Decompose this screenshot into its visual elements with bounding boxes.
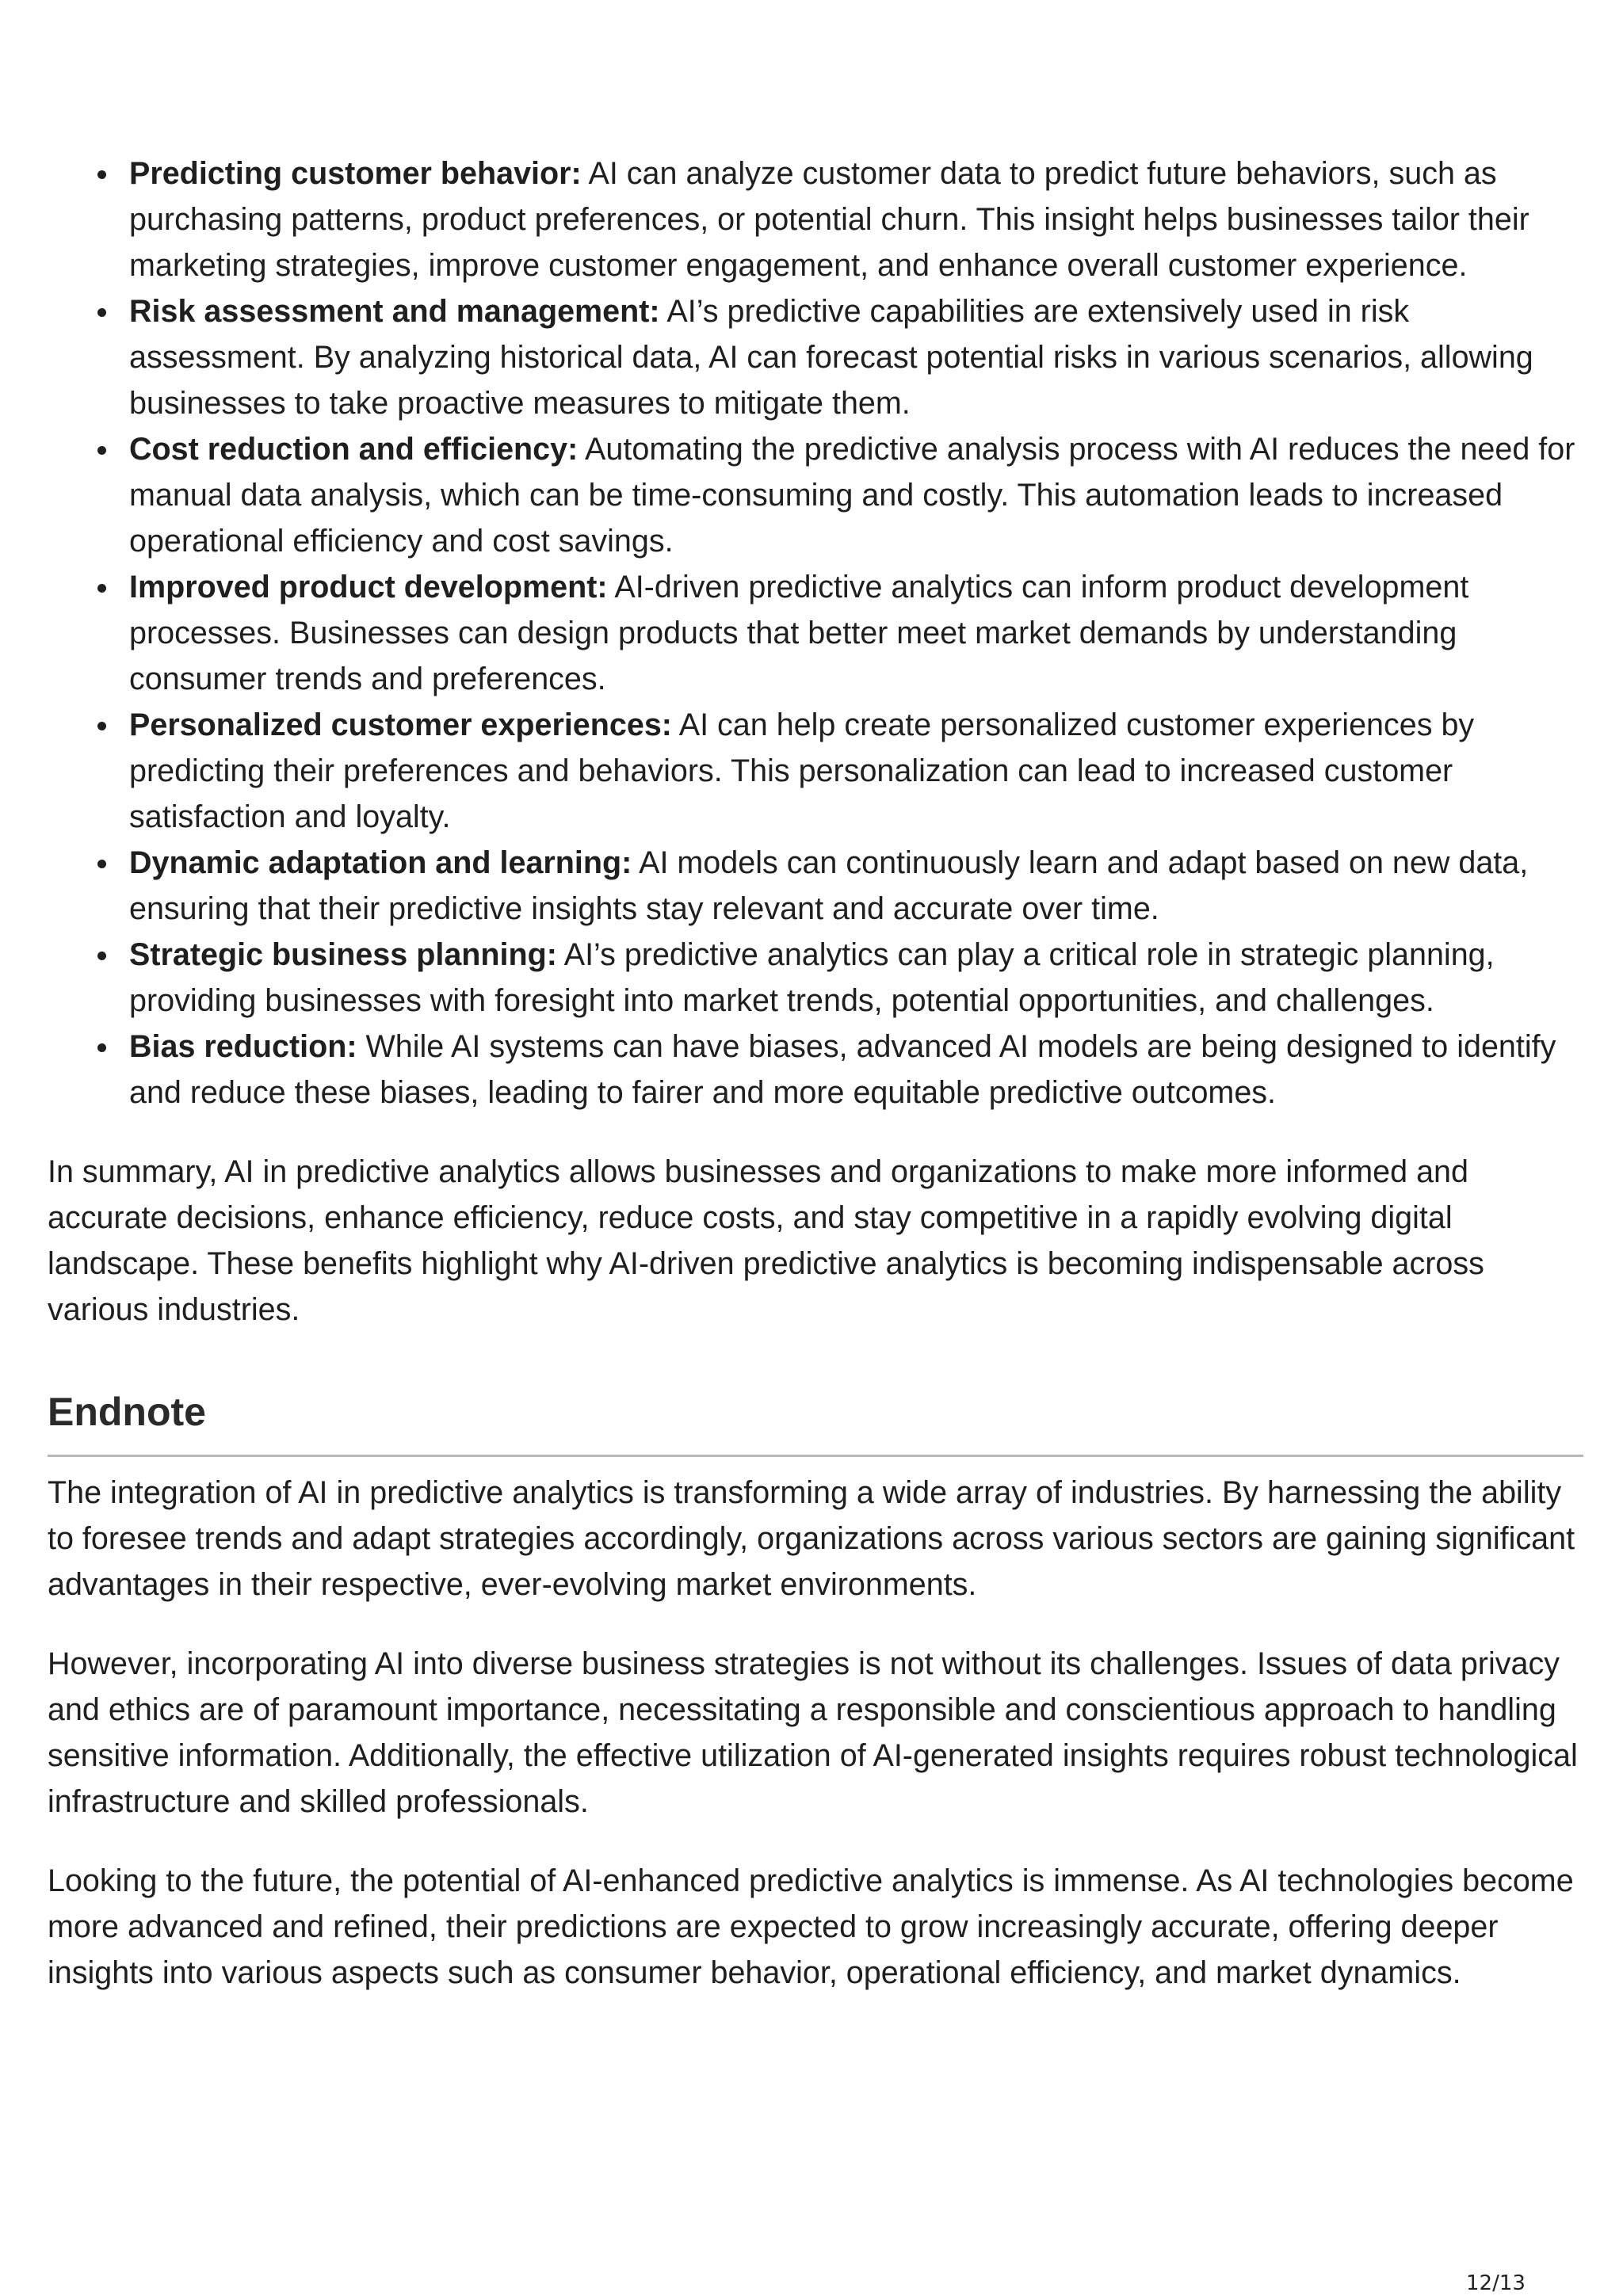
list-item-title: Predicting customer behavior: [129, 156, 582, 191]
list-item [129, 564, 1585, 702]
list-item-title: Personalized customer experiences: [129, 707, 672, 742]
list-item-text: AI models can continuously learn and adapt based on new data, ensuring that their predictive insights stay relevant and accurate over time. [129, 845, 1529, 926]
endnote-paragraph: Looking to the future, the potential of AI-enhanced predictive analytics is immense. As AI technologies become more advanced and refined, their predictions are expected to grow increasingly accurate, offering deeper insights into various aspects such as consumer behavior, operational efficiency, and market dynamics. [48, 1863, 1574, 1990]
benefits-list [48, 151, 1585, 1116]
heading-divider [48, 1455, 1583, 1457]
list-item-text: Automating the predictive analysis process with AI reduces the need for manual data analysis, which can be time-consuming and costly. This automation leads to increased operational efficiency and cost savings. [129, 432, 1575, 559]
list-item-text: AI can analyze customer data to predict future behaviors, such as purchasing patterns, product preferences, or potential churn. This insight helps businesses tailor their marketing strategies, improve customer engagement, and enhance overall customer experience. [129, 156, 1529, 283]
list-item [129, 288, 1585, 426]
endnote-paragraph: However, incorporating AI into diverse business strategies is not without its challenges. Issues of data privacy and ethics are of paramount importance, necessitating a responsible and conscientious approach to handling sensitive information. Additionally, the effective utilization of AI-generated insights requires robust technological infrastructure and skilled professionals. [48, 1646, 1578, 1819]
list-item-title: Dynamic adaptation and learning: [129, 845, 632, 880]
summary-paragraph: In summary, AI in predictive analytics allows businesses and organizations to make more informed and accurate decisions, enhance efficiency, reduce costs, and stay competitive in a rapidly evolving digital landscape. These benefits highlight why AI-driven predictive analytics is becoming indispensable across various industries. [48, 1154, 1484, 1327]
list-item [129, 1024, 1585, 1116]
list-item-title: Improved product development: [129, 570, 608, 605]
list-item [129, 426, 1585, 564]
list-item-title: Cost reduction and efficiency: [129, 432, 579, 467]
list-item [129, 702, 1585, 840]
list-item-title: Bias reduction: [129, 1029, 357, 1064]
list-item-text: While AI systems can have biases, advanced AI models are being designed to identify and reduce these biases, leading to fairer and more equitable predictive outcomes. [129, 1029, 1556, 1110]
document-page [48, 151, 1585, 1996]
list-item-text: AI’s predictive analytics can play a critical role in strategic planning, providing businesses with foresight into market trends, potential opportunities, and challenges. [129, 937, 1495, 1018]
endnote-heading: Endnote [48, 1390, 206, 1434]
page-number: 12/13 [1466, 2271, 1526, 2295]
list-item [129, 151, 1585, 288]
list-item-title: Risk assessment and management: [129, 294, 660, 329]
list-item [129, 932, 1585, 1024]
list-item-text: AI-driven predictive analytics can inform product development processes. Businesses can design products that better meet market demands by understanding consumer trends and preferences. [129, 570, 1469, 696]
list-item-text: AI’s predictive capabilities are extensively used in risk assessment. By analyzing historical data, AI can forecast potential risks in various scenarios, allowing businesses to take proactive measures to mitigate them. [129, 294, 1533, 421]
list-item-text: AI can help create personalized customer experiences by predicting their preferences and behaviors. This personalization can lead to increased customer satisfaction and loyalty. [129, 707, 1475, 834]
endnote-paragraph: The integration of AI in predictive analytics is transforming a wide array of industries. By harnessing the ability to foresee trends and adapt strategies accordingly, organizations across various sectors are gaining significant advantages in their respective, ever-evolving market environments. [48, 1475, 1575, 1602]
list-item [129, 840, 1585, 932]
list-item-title: Strategic business planning: [129, 937, 557, 972]
